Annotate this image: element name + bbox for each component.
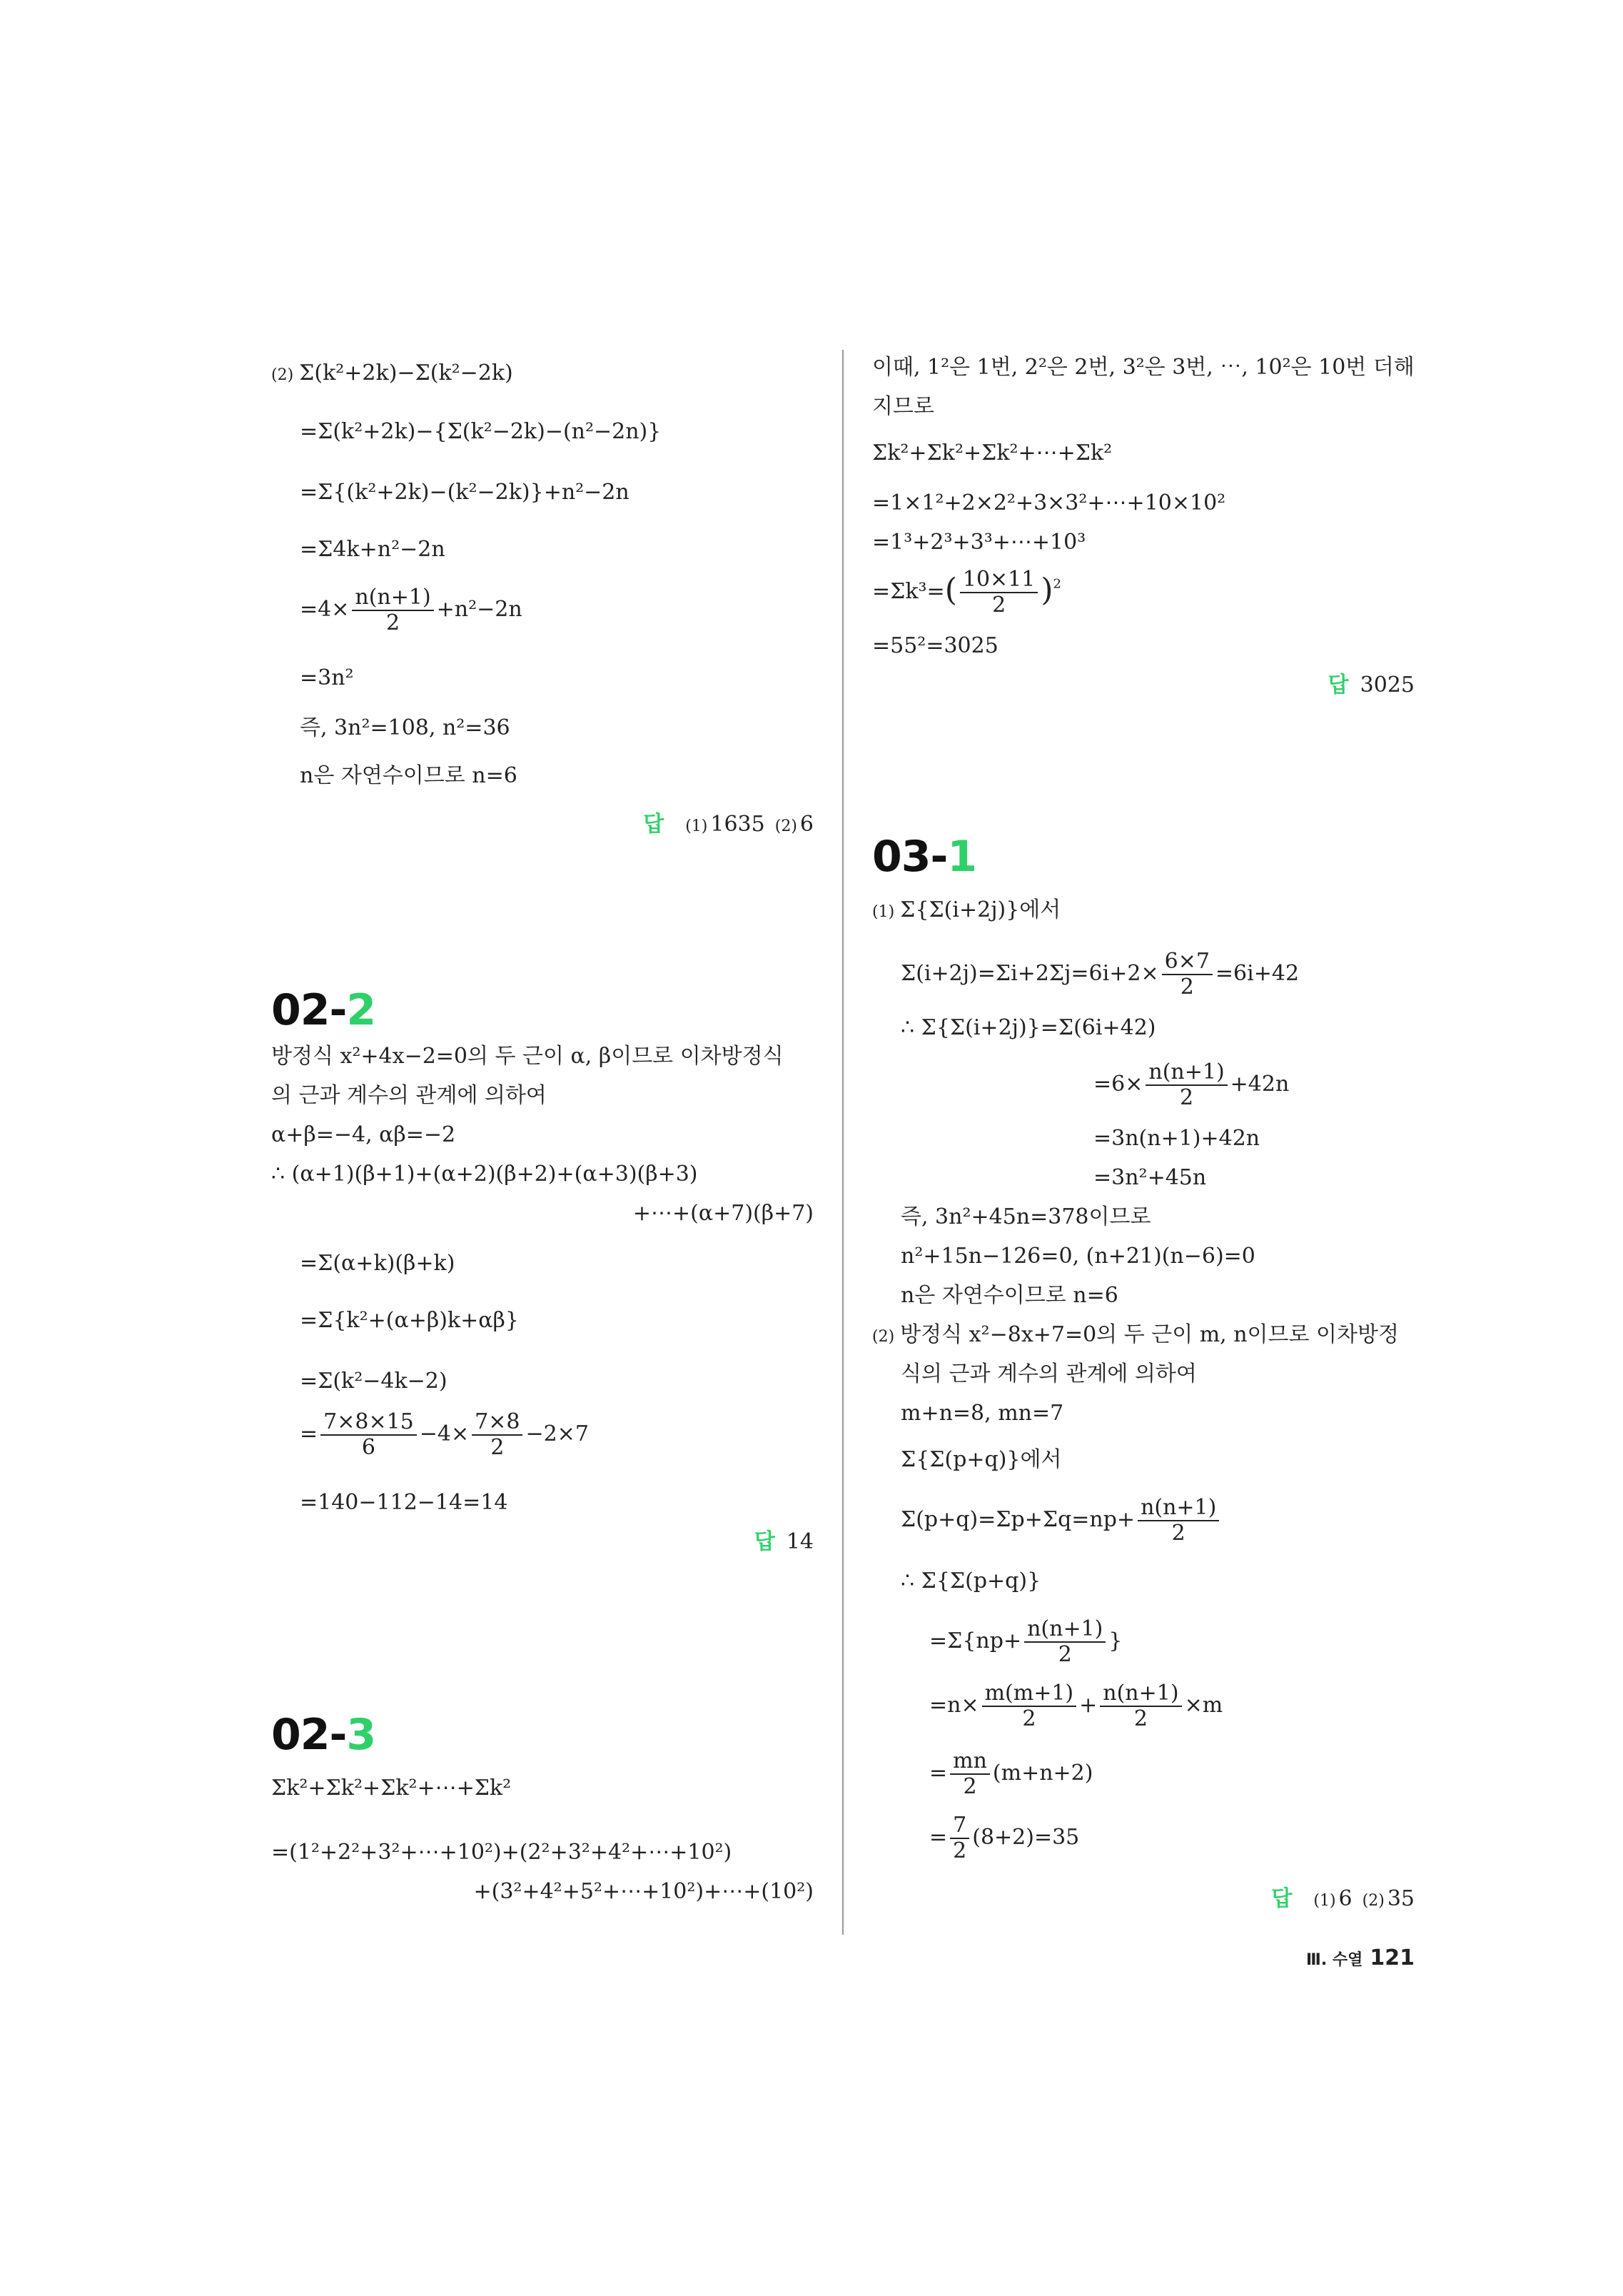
s031-p1-line-8: n²+15n−126=0, (n+21)(n−6)=0 xyxy=(901,1244,1255,1269)
top-line-2: 지므로 xyxy=(872,394,934,419)
solution-2-line-4: =Σ4k+n²−2n xyxy=(300,537,445,562)
solution-2-line-7: 즉, 3n²=108, n²=36 xyxy=(300,715,510,740)
s031-p2-line-6: ∴ Σ{Σ(p+q)} xyxy=(901,1569,1041,1593)
s022-line-2: 의 근과 계수의 관계에 의하여 xyxy=(271,1083,547,1108)
s031-p1-line-9: n은 자연수이므로 n=6 xyxy=(901,1283,1118,1308)
chapter-label: Ⅲ. 수열 xyxy=(1306,1951,1363,1969)
top-line-6: =Σk³=( $\frac{10\times 11}{2}$ )$^2$ xyxy=(872,567,1061,618)
top-line-7: =55²=3025 xyxy=(872,633,998,658)
answer-line-1: 답 (1) 1635 (2) 6 xyxy=(643,812,814,837)
answer-line-2: 답 14 xyxy=(754,1529,814,1554)
top-line-1: 이때, 1²은 1번, 2²은 2번, 3²은 3번, ⋯, 10²은 10번 더해 xyxy=(872,355,1415,380)
solution-2-line-2: =Σ(k²+2k)−{Σ(k²−2k)−(n²−2n)} xyxy=(300,419,662,444)
fraction: $\frac{n(n+1)}{2}$ xyxy=(352,585,433,635)
s031-p2-line-4: Σ{Σ(p+q)}에서 xyxy=(901,1447,1062,1472)
fraction: $\frac{n(n+1)}{2}$ xyxy=(1138,1496,1219,1546)
answer-line-3: 답 3025 xyxy=(1328,673,1415,698)
fraction: $\frac{6\times 7}{2}$ xyxy=(1162,950,1213,1000)
s031-p2-line-3: m+n=8, mn=7 xyxy=(901,1401,1064,1426)
s031-p2-line-5: Σ(p+q)=Σp+Σq=np+ $\frac{n(n+1)}{2}$ xyxy=(901,1496,1222,1546)
s022-line-3: α+β=−4, αβ=−2 xyxy=(271,1122,456,1147)
s031-p2-line-8: =n× $\frac{m(m+1)}{2}$ + $\frac{n(n+1)}{2}$ ×m xyxy=(929,1681,1223,1731)
fraction: $\frac{7}{2}$ xyxy=(950,1813,969,1863)
fraction: $\frac{n(n+1)}{2}$ xyxy=(1024,1617,1106,1667)
s031-p1-line-6: =3n²+45n xyxy=(1093,1165,1207,1190)
top-line-5: =1³+2³+3³+⋯+10³ xyxy=(872,530,1086,555)
s031-p1-line-1: (1) Σ{Σ(i+2j)}에서 xyxy=(872,897,1061,922)
s031-p1-line-4: =6× $\frac{n(n+1)}{2}$ +42n xyxy=(1093,1059,1290,1110)
s023-line-2: =(1²+2²+3²+⋯+10²)+(2²+3²+4²+⋯+10²) xyxy=(271,1840,732,1865)
fraction: $\frac{7\times 8\times 15}{6}$ xyxy=(320,1410,417,1460)
s031-p1-line-7: 즉, 3n²+45n=378이므로 xyxy=(901,1204,1151,1229)
section-heading-02-2: 02-2 xyxy=(271,985,376,1035)
s022-line-8: =Σ(k²−4k−2) xyxy=(300,1369,448,1394)
fraction: $\frac{7\times 8}{2}$ xyxy=(472,1410,522,1460)
s031-p1-line-2: Σ(i+2j)=Σi+2Σj=6i+2× $\frac{6\times 7}{2}$ =6i+42 xyxy=(901,949,1300,1000)
top-line-4: =1×1²+2×2²+3×3²+⋯+10×10² xyxy=(872,490,1226,515)
solution-2-line-3: =Σ{(k²+2k)−(k²−2k)}+n²−2n xyxy=(300,480,630,505)
s022-line-10: =140−112−14=14 xyxy=(300,1490,508,1515)
s031-p2-line-9: = $\frac{mn}{2}$ (m+n+2) xyxy=(929,1748,1093,1799)
s031-p1-line-3: ∴ Σ{Σ(i+2j)}=Σ(6i+42) xyxy=(901,1015,1156,1040)
solution-2-line-6: =3n² xyxy=(300,665,354,690)
fraction: $\frac{n(n+1)}{2}$ xyxy=(1146,1060,1227,1110)
top-line-3: Σk²+Σk²+Σk²+⋯+Σk² xyxy=(872,440,1113,465)
solution-2-line-8: n은 자연수이므로 n=6 xyxy=(300,763,517,788)
s022-line-6: =Σ(α+k)(β+k) xyxy=(300,1251,455,1276)
s022-line-4: ∴ (α+1)(β+1)+(α+2)(β+2)+(α+3)(β+3) xyxy=(271,1162,698,1187)
s031-p2-line-1: (2) 방정식 x²−8x+7=0의 두 근이 m, n이므로 이차방정 xyxy=(872,1322,1399,1347)
fraction: $\frac{n(n+1)}{2}$ xyxy=(1100,1681,1181,1731)
section-heading-03-1: 03-1 xyxy=(872,832,977,882)
s022-line-9: = $\frac{7\times 8\times 15}{6}$ −4× $\frac{7\times 8}{2}$ −2×7 xyxy=(300,1409,589,1460)
section-heading-02-3: 02-3 xyxy=(271,1710,376,1760)
page-footer xyxy=(1306,1945,1415,1970)
fraction: $\frac{10\times 11}{2}$ xyxy=(960,568,1038,618)
s022-line-5: +⋯+(α+7)(β+7) xyxy=(632,1201,814,1226)
column-divider xyxy=(842,350,844,1935)
s031-p2-line-7: =Σ{np+ $\frac{n(n+1)}{2}$ } xyxy=(929,1616,1123,1667)
s022-line-7: =Σ{k²+(α+β)k+αβ} xyxy=(300,1308,519,1333)
answer-line-4: 답 (1) 6 (2) 35 xyxy=(1271,1886,1415,1911)
page-number: 121 xyxy=(1370,1945,1415,1970)
solution-2-line-1: (2) Σ(k²+2k)−Σ(k²−2k) xyxy=(271,361,513,386)
s031-p2-line-2: 식의 근과 계수의 관계에 의하여 xyxy=(901,1361,1197,1386)
s022-line-1: 방정식 x²+4x−2=0의 두 근이 α, β이므로 이차방정식 xyxy=(271,1044,784,1069)
fraction: $\frac{m(m+1)}{2}$ xyxy=(982,1681,1077,1731)
s031-p1-line-5: =3n(n+1)+42n xyxy=(1093,1126,1260,1151)
solution-2-line-5: =4× $\frac{n(n+1)}{2}$ +n²−2n xyxy=(300,585,522,635)
s023-line-1: Σk²+Σk²+Σk²+⋯+Σk² xyxy=(271,1776,512,1801)
fraction: $\frac{mn}{2}$ xyxy=(950,1749,990,1799)
s031-p2-line-10: = $\frac{7}{2}$ (8+2)=35 xyxy=(929,1813,1080,1863)
s023-line-3: +(3²+4²+5²+⋯+10²)+⋯+(10²) xyxy=(473,1879,814,1904)
